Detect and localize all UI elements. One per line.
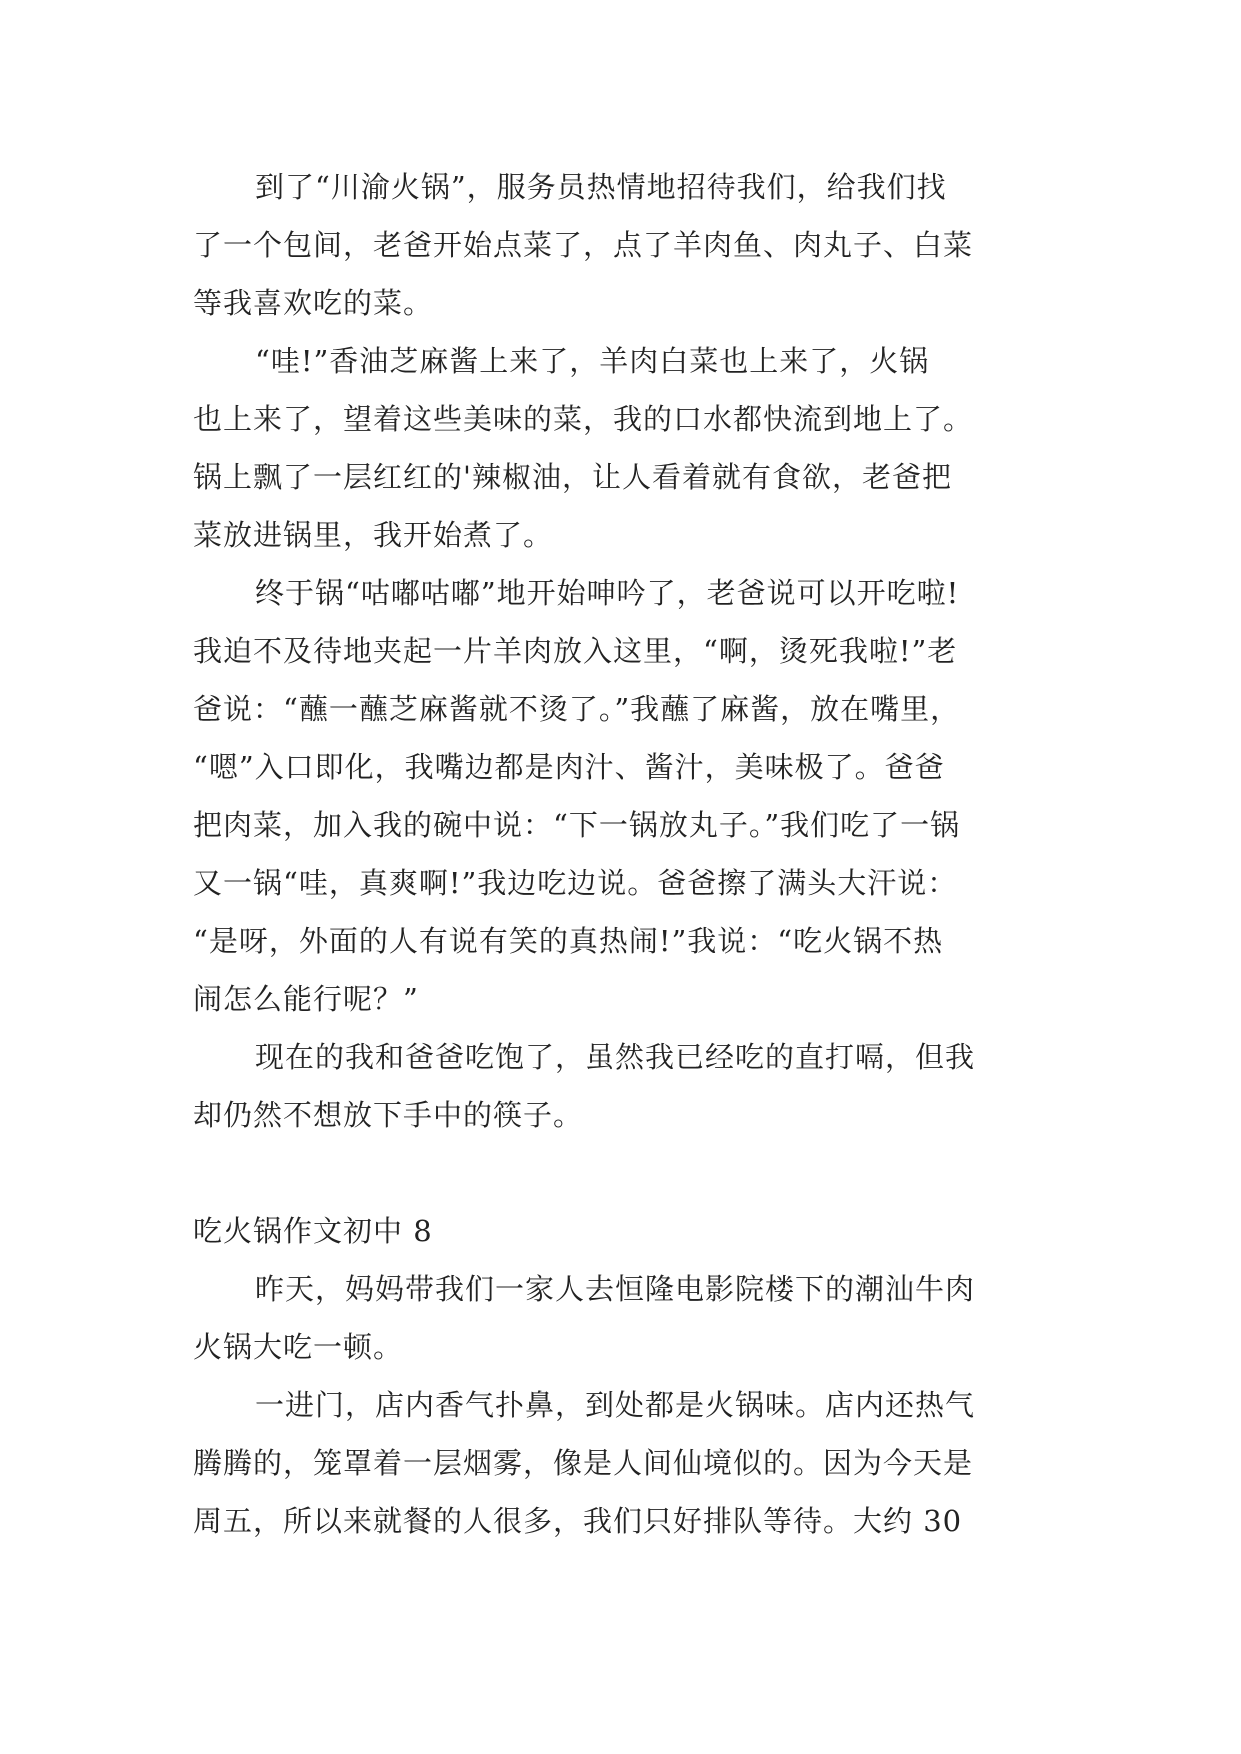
text-line: “哇!”香油芝麻酱上来了，羊肉白菜也上来了，火锅 [255,344,930,378]
text-line: 腾腾的，笼罩着一层烟雾，像是人间仙境似的。因为今天是 [193,1446,974,1480]
text-line: 爸说：“蘸一蘸芝麻酱就不烫了。”我蘸了麻酱，放在嘴里， [193,692,961,726]
text-line: 周五，所以来就餐的人很多，我们只好排队等待。大约 30 [193,1504,963,1538]
text-line: 闹怎么能行呢？” [193,982,419,1016]
text-line: 现在的我和爸爸吃饱了，虽然我已经吃的直打嗝，但我 [255,1040,976,1074]
text-line: 一进门，店内香气扑鼻，到处都是火锅味。店内还热气 [255,1388,976,1422]
section-heading: 吃火锅作文初中 8 [193,1214,433,1248]
text-line: 把肉菜，加入我的碗中说：“下一锅放丸子。”我们吃了一锅 [193,808,961,842]
text-line: “是呀，外面的人有说有笑的真热闹!”我说：“吃火锅不热 [193,924,944,958]
text-line: 也上来了，望着这些美味的菜，我的口水都快流到地上了。 [193,402,974,436]
text-line: 却仍然不想放下手中的筷子。 [193,1098,584,1132]
text-line: 又一锅“哇，真爽啊!”我边吃边说。爸爸擦了满头大汗说： [193,866,958,900]
text-line: 菜放进锅里，我开始煮了。 [193,518,554,552]
text-line: 终于锅“咕嘟咕嘟”地开始呻吟了，老爸说可以开吃啦! [255,576,960,610]
text-line: 昨天，妈妈带我们一家人去恒隆电影院楼下的潮汕牛肉 [255,1272,976,1306]
text-line: 了一个包间，老爸开始点菜了，点了羊肉鱼、肉丸子、白菜 [193,228,974,262]
text-line: “嗯”入口即化，我嘴边都是肉汁、酱汁，美味极了。爸爸 [193,750,945,784]
text-line: 到了“川渝火锅”，服务员热情地招待我们，给我们找 [255,170,947,204]
text-line: 火锅大吃一顿。 [193,1330,404,1364]
text-line: 等我喜欢吃的菜。 [193,286,434,320]
text-line: 锅上飘了一层红红的'辣椒油，让人看着就有食欲，老爸把 [193,460,952,494]
text-line: 我迫不及待地夹起一片羊肉放入这里，“啊，烫死我啦!”老 [193,634,958,668]
